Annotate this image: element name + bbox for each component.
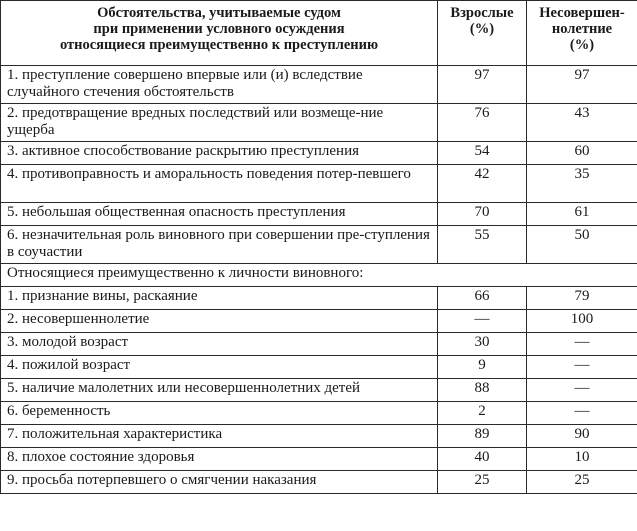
adults-value: 70 bbox=[438, 203, 527, 226]
table-row bbox=[1, 356, 637, 379]
column-header-circumstances bbox=[1, 1, 438, 66]
table-header-row bbox=[1, 1, 637, 66]
adults-value: 55 bbox=[438, 226, 527, 264]
minors-value: 43 bbox=[527, 104, 637, 142]
header-minors-line-1: Несовершен- bbox=[539, 5, 625, 21]
adults-value: 40 bbox=[438, 448, 527, 471]
minors-value: — bbox=[527, 333, 637, 356]
adults-value: 30 bbox=[438, 333, 527, 356]
minors-value: 61 bbox=[527, 203, 637, 226]
row-label: 2. предотвращение вредных последствий или возмеще-ние ущерба bbox=[1, 104, 438, 142]
table-row bbox=[1, 104, 637, 142]
adults-value: 54 bbox=[438, 142, 527, 165]
adults-value: 88 bbox=[438, 379, 527, 402]
row-label: 1. признание вины, раскаяние bbox=[1, 287, 438, 310]
adults-value: 89 bbox=[438, 425, 527, 448]
table-row bbox=[1, 379, 637, 402]
table-row bbox=[1, 66, 637, 104]
adults-value: 97 bbox=[438, 66, 527, 104]
header-minors-line-3: (%) bbox=[569, 37, 595, 53]
row-label: 5. наличие малолетних или несовершеннолетних детей bbox=[1, 379, 438, 402]
column-header-minors bbox=[527, 1, 637, 66]
table-row bbox=[1, 310, 637, 333]
minors-value: 50 bbox=[527, 226, 637, 264]
section-row bbox=[1, 264, 637, 287]
minors-value: 79 bbox=[527, 287, 637, 310]
header-adults-line-1: Взрослые bbox=[450, 5, 514, 21]
table-row bbox=[1, 448, 637, 471]
minors-value: 100 bbox=[527, 310, 637, 333]
minors-value: 10 bbox=[527, 448, 637, 471]
header-adults-line-2: (%) bbox=[469, 21, 495, 37]
minors-value: — bbox=[527, 402, 637, 425]
adults-value: 25 bbox=[438, 471, 527, 494]
row-label: 4. противоправность и аморальность поведения потер-певшего bbox=[1, 165, 438, 203]
row-label: 7. положительная характеристика bbox=[1, 425, 438, 448]
table-row bbox=[1, 203, 637, 226]
row-label: 1. преступление совершено впервые или (и) вследствие случайного стечения обстоятельств bbox=[1, 66, 438, 104]
minors-value: 35 bbox=[527, 165, 637, 203]
header-circumstances-line-2: при применении условного осуждения bbox=[93, 21, 345, 37]
minors-value: 60 bbox=[527, 142, 637, 165]
table-row bbox=[1, 471, 637, 494]
minors-value: 25 bbox=[527, 471, 637, 494]
row-label: 6. беременность bbox=[1, 402, 438, 425]
row-label: 4. пожилой возраст bbox=[1, 356, 438, 379]
minors-value: 97 bbox=[527, 66, 637, 104]
adults-value: — bbox=[438, 310, 527, 333]
minors-value: 90 bbox=[527, 425, 637, 448]
row-label: 3. молодой возраст bbox=[1, 333, 438, 356]
header-minors-line-2: нолетние bbox=[551, 21, 613, 37]
minors-value: — bbox=[527, 356, 637, 379]
table-row bbox=[1, 333, 637, 356]
header-circumstances-line-1: Обстоятельства, учитываемые судом bbox=[97, 5, 341, 21]
row-label: 6. незначительная роль виновного при совершении пре-ступления в соучастии bbox=[1, 226, 438, 264]
adults-value: 66 bbox=[438, 287, 527, 310]
table-row bbox=[1, 425, 637, 448]
row-label: 8. плохое состояние здоровья bbox=[1, 448, 438, 471]
table-row bbox=[1, 402, 637, 425]
row-label: 5. небольшая общественная опасность преступления bbox=[1, 203, 438, 226]
table-row bbox=[1, 226, 637, 264]
table-row bbox=[1, 287, 637, 310]
minors-value: — bbox=[527, 379, 637, 402]
adults-value: 9 bbox=[438, 356, 527, 379]
adults-value: 2 bbox=[438, 402, 527, 425]
header-circumstances-line-3: относящиеся преимущественно к преступлению bbox=[59, 37, 379, 53]
table-row bbox=[1, 142, 637, 165]
adults-value: 76 bbox=[438, 104, 527, 142]
row-label: 2. несовершеннолетие bbox=[1, 310, 438, 333]
row-label: 3. активное способствование раскрытию преступления bbox=[1, 142, 438, 165]
column-header-adults bbox=[438, 1, 527, 66]
adults-value: 42 bbox=[438, 165, 527, 203]
row-label: 9. просьба потерпевшего о смягчении наказания bbox=[1, 471, 438, 494]
table-row bbox=[1, 165, 637, 203]
section-title: Относящиеся преимущественно к личности виновного: bbox=[1, 264, 637, 287]
